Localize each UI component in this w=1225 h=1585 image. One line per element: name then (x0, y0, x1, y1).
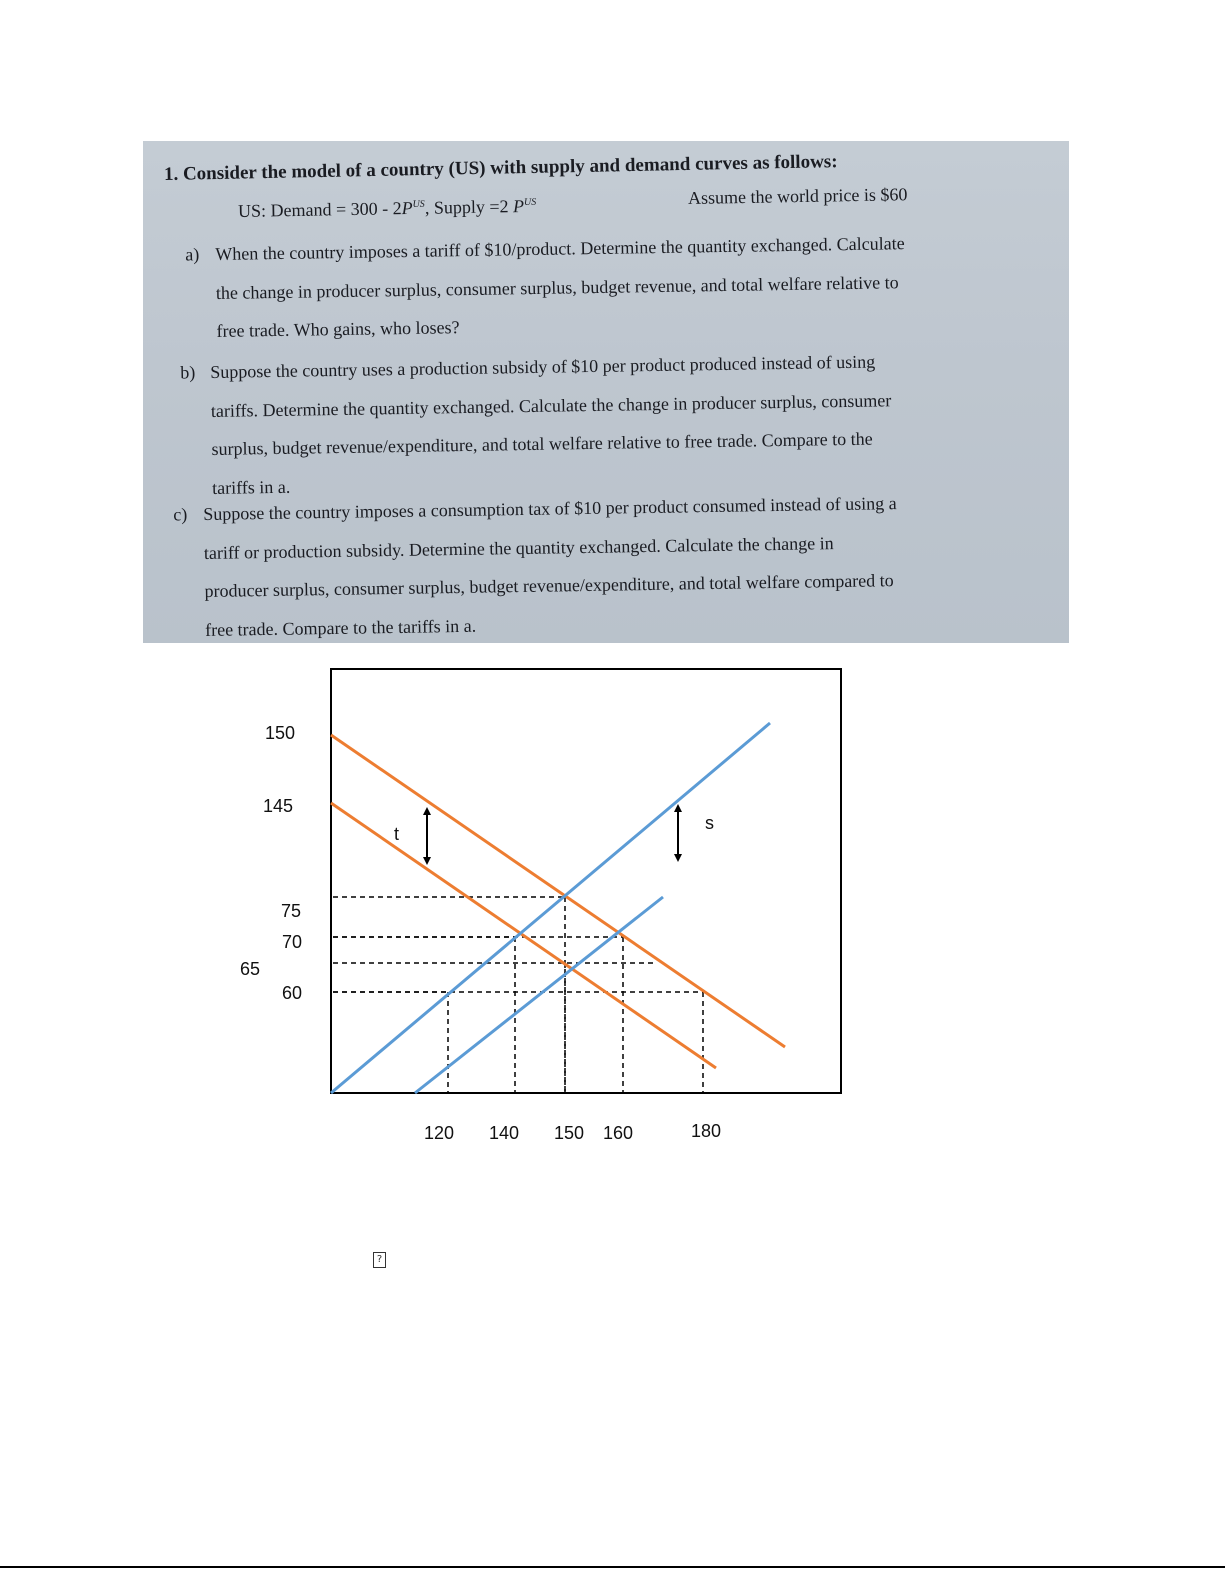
x-tick-140: 140 (489, 1123, 520, 1143)
missing-glyph-box: ? (373, 1252, 386, 1268)
y-tick-60: 60 (282, 983, 303, 1003)
page-bottom-rule (0, 1566, 1225, 1568)
equation-sup1: US (412, 198, 425, 210)
equation-sup2: US (523, 196, 537, 209)
label-t: t (394, 824, 400, 844)
equation-p1: P (401, 197, 413, 219)
equation-p2: P (512, 196, 525, 217)
part-c-line-3: producer surplus, consumer surplus, budget revenue/expenditure, and total welfare compared to (204, 570, 894, 601)
problem-title: 1. Consider the model of a country (US) with supply and demand curves as follows: (163, 151, 838, 185)
world-price: Assume the world price is $60 (687, 184, 908, 208)
curve-line-2 (331, 803, 716, 1068)
curve-line-4 (415, 897, 663, 1093)
x-tick-150: 150 (554, 1123, 585, 1143)
part-b-label: b) (180, 362, 196, 383)
y-tick-75: 75 (281, 901, 302, 921)
part-c-label: c) (173, 504, 188, 525)
y-tick-70: 70 (282, 932, 303, 952)
part-a-label: a) (185, 244, 200, 265)
x-tick-160: 160 (603, 1123, 634, 1143)
part-b-line-2: tariffs. Determine the quantity exchanged. Calculate the change in producer surplus, consumer (210, 389, 892, 421)
y-tick-145: 145 (263, 796, 294, 816)
part-c-line-1: Suppose the country imposes a consumption tax of $10 per product consumed instead of using a (203, 493, 897, 524)
x-tick-180: 180 (691, 1121, 722, 1141)
curve-line-1 (331, 735, 785, 1047)
y-tick-65: 65 (240, 959, 261, 979)
part-a-line-3: free trade. Who gains, who loses? (216, 317, 460, 341)
y-tick-150: 150 (265, 723, 296, 743)
part-a-line-2: the change in producer surplus, consumer surplus, budget revenue, and total welfare relative to (215, 271, 899, 303)
x-tick-120: 120 (424, 1123, 455, 1143)
label-s: s (705, 813, 714, 833)
equation-mid: , Supply =2 (424, 196, 514, 218)
part-c-line-4: free trade. Compare to the tariffs in a. (204, 615, 477, 640)
part-b-line-4: tariffs in a. (211, 476, 291, 498)
part-b-line-1: Suppose the country uses a production subsidy of $10 per product produced instead of using (210, 351, 876, 382)
equation-prefix: US: Demand = 300 - 2 (237, 198, 402, 221)
part-c-line-2: tariff or production subsidy. Determine the quantity exchanged. Calculate the change in (203, 532, 834, 563)
part-b-line-3: surplus, budget revenue/expenditure, and total welfare relative to free trade. Compare to the (211, 428, 873, 459)
part-a-line-1: When the country imposes a tariff of $10/product. Determine the quantity exchanged. Calculate (215, 233, 905, 264)
